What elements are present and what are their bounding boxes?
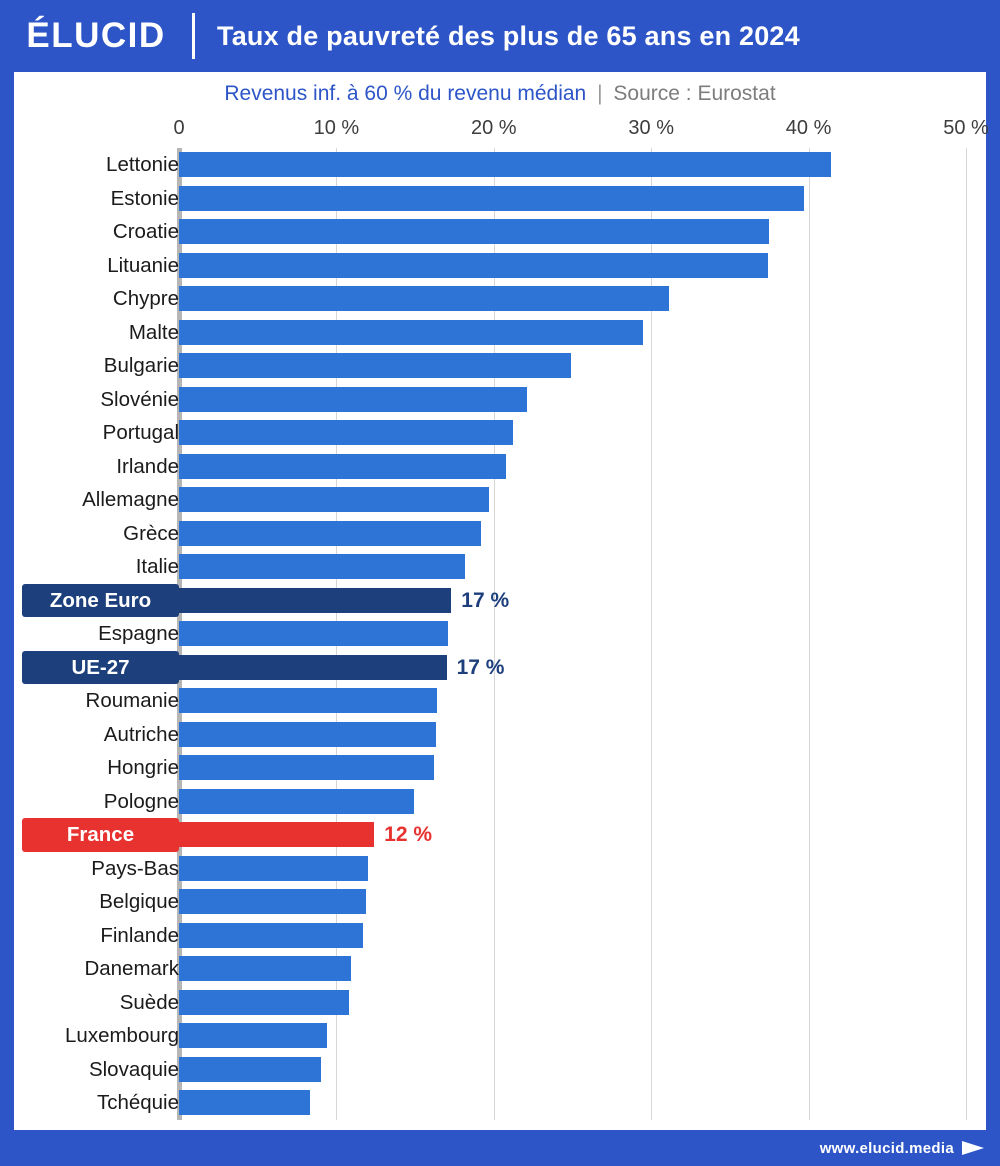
bar xyxy=(179,1057,321,1082)
chart-row xyxy=(14,282,986,316)
bar xyxy=(179,387,527,412)
chart-card xyxy=(14,72,989,1130)
chart-row xyxy=(14,1086,986,1120)
bar-label: Irlande xyxy=(116,454,179,478)
bar-label: Danemark xyxy=(84,957,179,980)
bar-label: Hongrie xyxy=(107,756,179,779)
bar-label: Slovaquie xyxy=(88,1057,179,1081)
bar xyxy=(179,487,489,512)
bar-label: Bulgarie xyxy=(103,354,179,377)
bar-label: Roumanie xyxy=(85,689,179,712)
bar-label: Slovénie xyxy=(100,387,179,411)
chart-row xyxy=(14,885,986,919)
chart-row xyxy=(14,1053,986,1087)
bar-label: Lettonie xyxy=(106,153,179,176)
bar-label: Autriche xyxy=(103,722,179,746)
x-axis-tick-40: 40 % xyxy=(785,117,832,139)
bar xyxy=(179,621,448,646)
chart-row xyxy=(14,383,986,417)
chart-row xyxy=(14,483,986,517)
bar xyxy=(179,990,349,1015)
bar-label: Estonie xyxy=(110,186,179,210)
play-triangle-icon xyxy=(962,1141,984,1155)
chart-row xyxy=(14,852,986,886)
chart-row xyxy=(14,651,986,685)
bar xyxy=(179,856,368,881)
subtitle-main-text: Revenus inf. à 60 % du revenu médian xyxy=(224,82,587,105)
bar xyxy=(179,822,374,847)
chart-row xyxy=(14,718,986,752)
bar xyxy=(179,1090,310,1115)
chart-row xyxy=(14,517,986,551)
chart-row xyxy=(14,986,986,1020)
subtitle-source-text: Source : Eurostat xyxy=(613,82,776,105)
bar xyxy=(179,454,506,479)
chart-row xyxy=(14,215,986,249)
chart-row xyxy=(14,785,986,819)
x-axis-tick-0: 0 xyxy=(173,117,185,139)
chart-row xyxy=(14,550,986,584)
bar xyxy=(179,219,769,244)
chart-plot-area xyxy=(14,72,989,1130)
chart-row xyxy=(14,919,986,953)
bar-label: Grèce xyxy=(123,521,179,545)
bar-label: Lituanie xyxy=(107,253,179,277)
bar-label: Zone Euro xyxy=(22,584,179,618)
chart-row xyxy=(14,450,986,484)
bar xyxy=(179,688,437,713)
bar xyxy=(179,789,414,814)
bar-label: Suède xyxy=(119,990,179,1014)
bar xyxy=(179,889,366,914)
chart-row xyxy=(14,584,986,618)
bar xyxy=(179,956,351,981)
bar-label: Luxembourg xyxy=(65,1024,179,1047)
chart-row xyxy=(14,148,986,182)
bar-value-label: 12 % xyxy=(384,823,433,846)
bar xyxy=(179,554,465,579)
bar xyxy=(179,755,434,780)
x-axis-tick-50: 50 % xyxy=(943,117,989,139)
bar-label: Pays-Bas xyxy=(91,856,179,880)
bar xyxy=(179,923,363,948)
chart-row xyxy=(14,349,986,383)
brand-logo: ÉLUCID xyxy=(26,16,166,55)
bar xyxy=(179,521,481,546)
page-title: Taux de pauvreté des plus de 65 ans en 2024 xyxy=(217,20,800,51)
bar-label: Allemagne xyxy=(82,488,179,511)
bar-value-label: 17 % xyxy=(461,588,510,612)
x-axis-tick-30: 30 % xyxy=(628,117,674,139)
chart-row xyxy=(14,751,986,785)
chart-row xyxy=(14,818,986,852)
bar xyxy=(179,353,571,378)
chart-row xyxy=(14,1019,986,1053)
chart-row xyxy=(14,249,986,283)
bar xyxy=(179,253,768,278)
header xyxy=(0,0,1000,72)
footer-url: www.elucid.media xyxy=(819,1139,954,1157)
brand-divider xyxy=(192,13,195,59)
bar xyxy=(179,286,669,311)
bar xyxy=(179,186,804,211)
bar-label: UE-27 xyxy=(22,651,179,685)
subtitle-separator: | xyxy=(597,82,603,105)
bar xyxy=(179,655,447,680)
bar-label: Malte xyxy=(128,320,179,344)
bar-label: Pologne xyxy=(103,789,179,813)
bar-label: Croatie xyxy=(112,220,179,243)
bar-label: Finlande xyxy=(100,923,179,947)
bar-label: Tchéquie xyxy=(96,1091,179,1114)
bar xyxy=(179,152,831,177)
bar xyxy=(179,1023,327,1048)
x-axis-tick-20: 20 % xyxy=(471,117,517,139)
chart-row xyxy=(14,617,986,651)
bar-label: France xyxy=(22,818,179,852)
chart-row xyxy=(14,952,986,986)
bar-label: Italie xyxy=(135,555,179,578)
chart-row xyxy=(14,182,986,216)
bar xyxy=(179,420,513,445)
chart-bars xyxy=(14,148,986,1120)
x-axis-tick-10: 10 % xyxy=(313,117,360,139)
bar xyxy=(179,722,436,747)
chart-row xyxy=(14,316,986,350)
bar xyxy=(179,588,451,613)
bar-label: Belgique xyxy=(99,890,179,913)
chart-row xyxy=(14,416,986,450)
chart-row xyxy=(14,684,986,718)
bar-label: Chypre xyxy=(112,287,179,310)
bar-label: Espagne xyxy=(98,622,179,645)
bar-label: Portugal xyxy=(102,421,179,444)
x-axis-tick-labels xyxy=(14,117,989,145)
footer xyxy=(0,1130,1000,1166)
bar-value-label: 17 % xyxy=(456,655,505,679)
bar xyxy=(179,320,643,345)
